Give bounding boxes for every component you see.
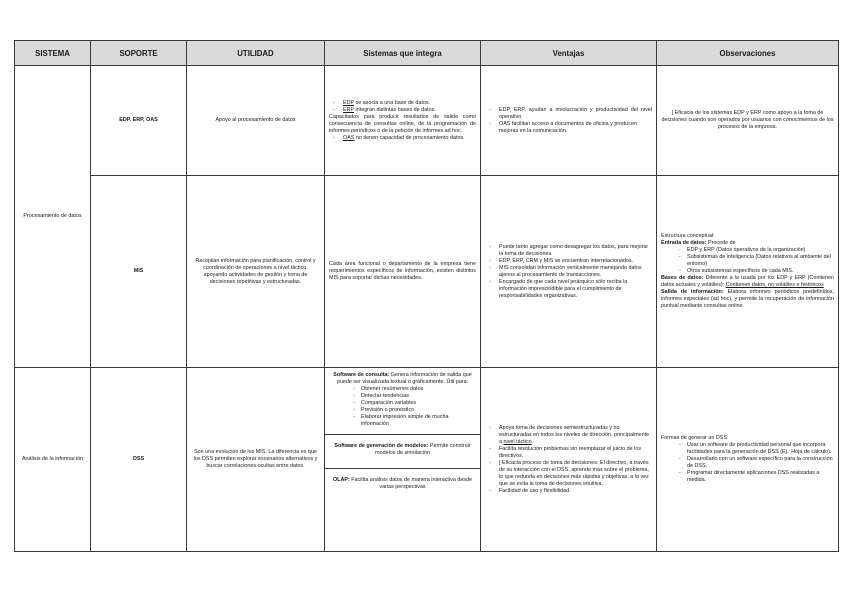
soporte-mis: MIS	[91, 176, 187, 368]
area-analisis: Análisis de la información	[15, 368, 91, 552]
entrada-item: - EDP y ERP (Datos operativos de la organización)	[677, 247, 834, 254]
observaciones-mis	[657, 176, 839, 368]
ventaja-item: - OAS facilitan acceso a documentos de oficina y producen mejoras en la comunicación.	[485, 121, 652, 135]
ventaja-item: - Puede tanto agregar como desagregar los datos, para mejorar la toma de decisiones.	[485, 244, 652, 258]
bases-text: Diferente a la usada por los EDP y ERP (Contienen datos actuales y volátiles):	[661, 275, 835, 288]
utilidad-edp: Apoyo al procesamiento de datos	[187, 66, 325, 176]
integra-erp-item	[329, 107, 476, 114]
olap-label: OLAP:	[332, 477, 350, 483]
consulta-item: - Detectar tendencias	[351, 393, 476, 400]
header-integra: Sistemas que integra	[325, 41, 481, 66]
header-ventajas: Ventajas	[481, 41, 657, 66]
integra-edp-item	[329, 100, 476, 107]
consulta-item: - Obtener resúmenes datos	[351, 386, 476, 393]
consulta-item: - Elaborar impresión simple de mucha información	[351, 414, 476, 428]
edp-text: se asocia a una base de datos.	[354, 99, 431, 106]
modelos-text: Permite construir modelos de simulación	[375, 443, 471, 456]
header-utilidad: UTILIDAD	[187, 41, 325, 66]
integra-olap	[325, 468, 480, 493]
obs-dss-item: - Usar un software de productividad personal que incorpora facilidades para la generación de DSS (Ej.: Hoja de cálculo).	[677, 442, 834, 456]
integra-edp	[325, 66, 481, 176]
ventajas-mis	[481, 176, 657, 368]
obs-mis-bases	[661, 275, 834, 289]
ventaja-v1-underlined: nivel táctico	[503, 438, 532, 445]
ventaja-item: - Facilita resolución problemas sin reemplazar el juicio de los directivos.	[485, 446, 652, 460]
entrada-item: - Otros subsistemas específicos de cada MIS.	[677, 268, 834, 275]
entrada-text: Procede de	[706, 240, 736, 246]
utilidad-dss: Son una evolución de los MIS. La diferencia es que los DSS permiten explorar escenarios alternativos y buscar correlaciones ocultas entre datos.	[187, 368, 325, 552]
integra-dss	[325, 368, 481, 552]
oas-term: OAS	[343, 134, 355, 141]
consulta-text: Genera información de salida que puede ser visualizada textual o gráficamente. Útil para:	[336, 372, 472, 385]
obs-mis-title: Estructura conceptual:	[661, 233, 715, 239]
ventaja-item: - EDP, ERP, CRM y MIS se encuentran interrelacionados.	[485, 258, 652, 265]
consulta-item: - Previsión o pronóstico	[351, 407, 476, 414]
integra-capacitados: Capacitados para producir resultados de salida como consecuencia de consultas online, de la programación de informes periódicos o de la petición de informes ad hoc.	[329, 113, 476, 134]
header-sistema: SISTEMA	[15, 41, 91, 66]
ventaja-item: - EDP, ERP, ayudan a involucración y productividad del nivel operativo.	[485, 107, 652, 121]
obs-dss-title: Formas de generar un DSS:	[661, 435, 729, 441]
integra-oas-item	[329, 135, 476, 142]
header-row	[15, 41, 839, 66]
area-procesamiento: Procesamiento de datos	[15, 66, 91, 368]
erp-text: integran distintas bases de datos.	[354, 106, 436, 113]
erp-term: ERP	[343, 106, 354, 113]
oas-text: no tienen capacidad de procesamiento datos.	[354, 134, 465, 141]
bases-underlined: Contienen datos, no volátiles e históricos	[725, 282, 824, 288]
obs-dss-item: - Desarrollarlo con un software específico para la construcción de DSS.	[677, 456, 834, 470]
header-soporte: SOPORTE	[91, 41, 187, 66]
ventaja-item: - Facilidad de uso y flexibilidad.	[485, 488, 652, 495]
obs-mis-entrada	[661, 240, 834, 247]
edp-term: EDP	[343, 99, 354, 106]
consulta-label: Software de consulta:	[333, 372, 390, 378]
entrada-label: Entrada de datos:	[661, 240, 707, 246]
ventaja-item: - Encargado de que cada nivel jerárquico sólo reciba la información imprescindible para el cumplimiento de responsabilidades organizativas.	[485, 279, 652, 300]
soporte-edp-erp-oas: EDP, ERP, OAS	[91, 66, 187, 176]
consulta-item: - Comparación variables	[351, 400, 476, 407]
integra-modelos	[325, 434, 480, 465]
row-edp-erp-oas	[15, 66, 839, 176]
ventaja-item: - [ Eficacia proceso de toma de decisiones: El directivo, a través de su interacción con el DSS, aprende más sobre el problema, lo que redunda en decisiones más rápidas y objetivas, a la vez que se evita la toma de decisiones intuitiva.	[485, 460, 652, 488]
ventaja-item: - MIS consolidan información verticalmente manejando datos ajenos al procesamiento de transacciones.	[485, 265, 652, 279]
comparison-table	[14, 40, 839, 552]
obs-dss-item: - Programar directamente aplicaciones DSS realizadas a medida.	[677, 470, 834, 484]
ventaja-v1-pre: Apoya toma de decisiones semiestructuradas y no estructuradas en todos los niveles de dirección, principalmente a	[499, 424, 650, 445]
ventaja-v1-post: .	[531, 438, 534, 445]
observaciones-edp: [ Eficacia de los sistemas EDP y ERP como apoyo a la toma de decisiones cuando son operados por usuarios con conocimientos de los procesos de la empresa.	[657, 66, 839, 176]
salida-label: Salida de información:	[661, 289, 724, 295]
ventaja-item	[485, 425, 652, 446]
obs-mis-salida	[661, 289, 834, 310]
row-mis	[15, 176, 839, 368]
integra-mis: Cada área funcional o departamento de la empresa tiene requerimientos específicos de información, existen distintos MIS para soportar dichas necesidades.	[325, 176, 481, 368]
observaciones-dss	[657, 368, 839, 552]
olap-text: Facilita análisis datos de manera interactiva desde varias perspectivas	[349, 477, 473, 490]
modelos-label: Software de generación de modelos:	[334, 443, 429, 449]
ventajas-dss	[481, 368, 657, 552]
integra-consulta	[329, 372, 476, 386]
utilidad-mis: Recopilan información para planificación, control y coordinación de operaciones a nivel táctico, apoyando actividades de gestión y toma de decisiones repetitivas y estructuradas.	[187, 176, 325, 368]
soporte-dss: DSS	[91, 368, 187, 552]
header-observaciones: Observaciones	[657, 41, 839, 66]
ventajas-edp	[481, 66, 657, 176]
row-dss	[15, 368, 839, 552]
salida-text: Elabora informes periódicos predefinidos, informes especiales (ad hoc), y permite la recuperación de información puntual mediante consultas online.	[661, 289, 835, 309]
entrada-item: - Subsistemas de inteligencia (Datos relativos al ambiente del entorno)	[677, 254, 834, 268]
bases-label: Bases de datos:	[661, 275, 704, 281]
